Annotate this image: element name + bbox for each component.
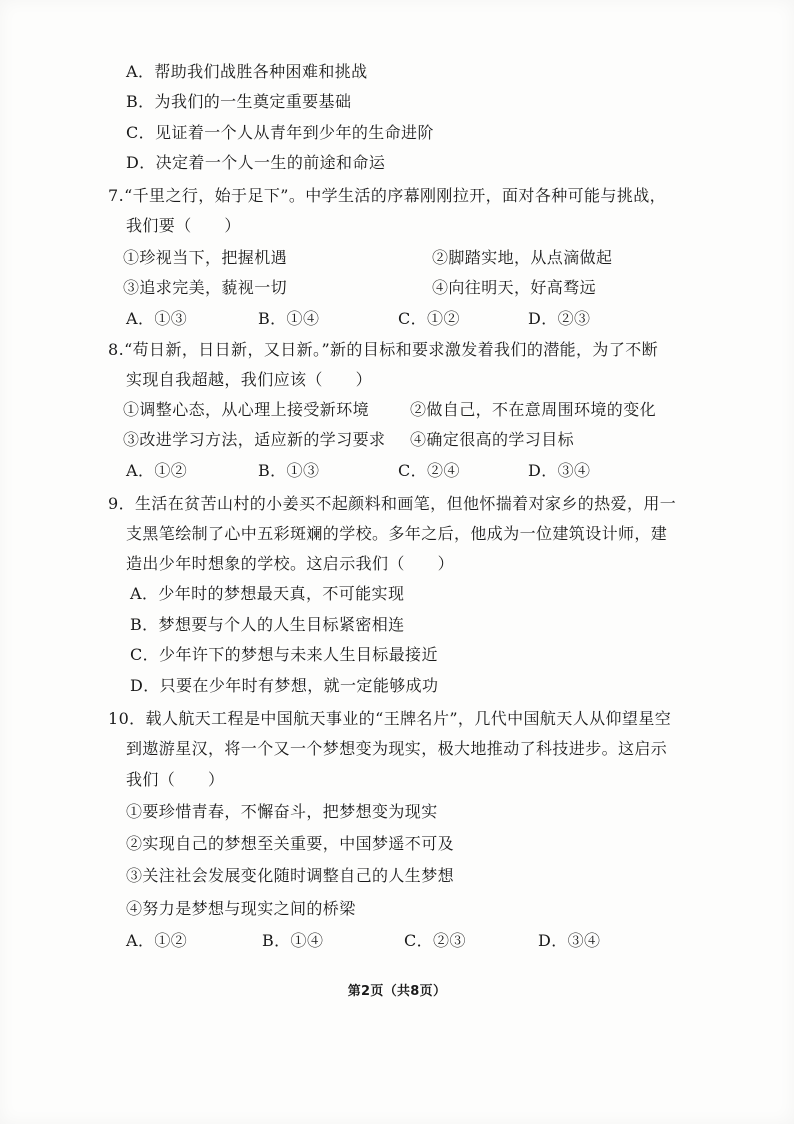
q10-option-a: A．①② — [126, 931, 188, 950]
page-footer: 第2页（共8页） — [347, 984, 447, 999]
q8-option-d: D．③④ — [528, 461, 591, 480]
q10-item-1: ①要珍惜青春，不懈奋斗，把梦想变为现实 — [126, 802, 438, 821]
q7-option-c: C．①② — [398, 309, 460, 328]
q10-stem-line3: 我们（ ） — [126, 770, 225, 789]
q8-item-2: ②做自己，不在意周围环境的变化 — [410, 400, 657, 419]
q10-item-3: ③关注社会发展变化随时调整自己的人生梦想 — [126, 866, 455, 885]
q9-option-d: D．只要在少年时有梦想，就一定能够成功 — [130, 676, 439, 695]
q8-stem-line1: 8.“苟日新，日日新，又日新。”新的目标和要求激发着我们的潜能，为了不断 — [108, 340, 659, 359]
q8-item-3: ③改进学习方法，适应新的学习要求 — [123, 430, 386, 449]
q10-option-c: C．②③ — [404, 931, 466, 950]
q8-option-a: A．①② — [126, 461, 188, 480]
q8-stem-line2: 实现自我超越，我们应该（ ） — [126, 370, 373, 389]
q9-stem-line1: 9．生活在贫苦山村的小姜买不起颜料和画笔，但他怀揣着对家乡的热爱，用一 — [108, 494, 677, 513]
q8-item-4: ④确定很高的学习目标 — [410, 430, 575, 449]
q9-option-b: B．梦想要与个人的人生目标紧密相连 — [130, 615, 405, 634]
q9-option-a: A．少年时的梦想最天真，不可能实现 — [130, 584, 405, 603]
q8-item-1: ①调整心态，从心理上接受新环境 — [123, 400, 370, 419]
q7-option-b: B．①④ — [258, 309, 320, 328]
q7-item-1: ①珍视当下，把握机遇 — [123, 248, 288, 267]
q7-stem-line1: 7.“千里之行，始于足下”。中学生活的序幕刚刚拉开，面对各种可能与挑战， — [108, 186, 667, 205]
q10-option-b: B．①④ — [262, 931, 324, 950]
q7-option-a: A．①③ — [126, 309, 188, 328]
q10-stem-line2: 到遨游星汉，将一个又一个梦想变为现实，极大地推动了科技进步。这启示 — [126, 739, 668, 758]
q10-item-2: ②实现自己的梦想至关重要，中国梦遥不可及 — [126, 834, 455, 853]
q9-stem-line3: 造出少年时想象的学校。这启示我们（ ） — [126, 554, 455, 573]
q7-stem-line2: 我们要（ ） — [126, 216, 241, 235]
q9-option-c: C．少年许下的梦想与未来人生目标最接近 — [130, 645, 438, 664]
q6-option-a: A．帮助我们战胜各种困难和挑战 — [126, 62, 368, 81]
q6-option-d: D．决定着一个人一生的前途和命运 — [126, 153, 386, 172]
q7-item-2: ②脚踏实地，从点滴做起 — [432, 248, 613, 267]
q8-option-c: C．②④ — [398, 461, 460, 480]
q10-option-d: D．③④ — [538, 931, 601, 950]
q6-option-c: C．见证着一个人从青年到少年的生命进阶 — [126, 123, 434, 142]
q6-option-b: B．为我们的一生奠定重要基础 — [126, 92, 352, 111]
q10-item-4: ④努力是梦想与现实之间的桥梁 — [126, 899, 356, 918]
q7-option-d: D．②③ — [528, 309, 591, 328]
q10-stem-line1: 10．载人航天工程是中国航天事业的“王牌名片”，几代中国航天人从仰望星空 — [108, 709, 672, 728]
q7-item-4: ④向往明天，好高骛远 — [432, 278, 597, 297]
q8-option-b: B．①③ — [258, 461, 320, 480]
q9-stem-line2: 支黑笔绘制了心中五彩斑斓的学校。多年之后，他成为一位建筑设计师，建 — [126, 524, 668, 543]
q7-item-3: ③追求完美，藐视一切 — [123, 278, 288, 297]
